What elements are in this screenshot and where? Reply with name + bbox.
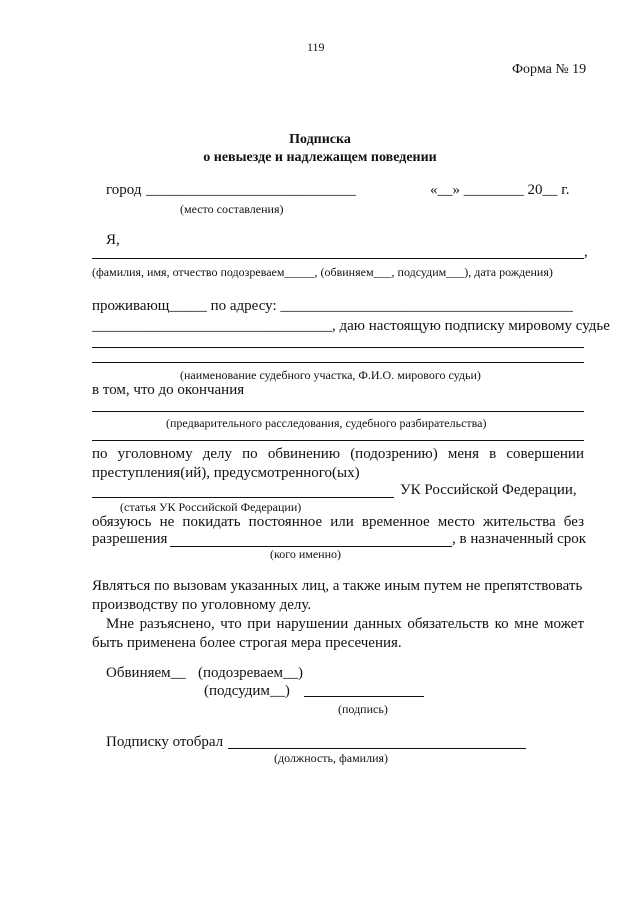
permission-label: разрешения xyxy=(92,531,168,547)
city-label: город xyxy=(106,182,142,198)
oblige-line: обязуюсь не покидать постоянное или временное место жительства без xyxy=(92,514,584,530)
case-line-2: преступления(ий), предусмотренного(ых) xyxy=(92,465,360,481)
position-hint: (должность, фамилия) xyxy=(274,751,389,765)
document-title: Подписка xyxy=(289,132,351,147)
accused-label: Обвиняем__ xyxy=(106,665,186,681)
obligation-line-3: Мне разъяснено, что при нарушении данных обязательств ко мне может xyxy=(106,616,584,632)
permission-tail: , в назначенный срок xyxy=(452,531,587,547)
case-line-1: по уголовному делу по обвинению (подозрению) меня в совершении xyxy=(92,446,584,462)
person-hint: (фамилия, имя, отчество подозреваем_____, (обвиняем___, подсудим___), дата рождения) xyxy=(92,265,553,279)
form-number: Форма № 19 xyxy=(512,62,587,77)
obligation-line-4: быть применена более строгая мера пресечения. xyxy=(92,635,402,651)
document-subtitle: о невыезде и надлежащем поведении xyxy=(203,150,437,165)
article-hint: (статья УК Российской Федерации) xyxy=(120,500,302,514)
until-line-2 xyxy=(92,440,584,441)
obligation-line-2: производству по уголовному делу. xyxy=(92,597,312,613)
subscription-line: ________________________________, даю настоящую подписку мировому судье xyxy=(92,318,610,334)
defendant-label: (подсудим__) xyxy=(204,683,290,699)
court-line-2 xyxy=(92,362,584,363)
article-tail: УК Российской Федерации, xyxy=(400,482,577,498)
signature-line xyxy=(304,696,424,697)
taken-by-label: Подписку отобрал xyxy=(106,734,224,750)
article-line xyxy=(92,497,394,498)
residing-line: проживающ_____ по адресу: _______________________________________ xyxy=(92,298,573,314)
city-field: ____________________________ xyxy=(146,182,356,198)
signature-hint: (подпись) xyxy=(338,702,388,716)
until-label: в том, что до окончания xyxy=(92,382,245,398)
until-line xyxy=(92,411,584,412)
taken-by-line xyxy=(228,748,526,749)
person-line-comma: , xyxy=(584,244,588,260)
court-hint: (наименование судебного участка, Ф.И.О. мирового судьи) xyxy=(180,368,481,382)
whom-hint: (кого именно) xyxy=(270,547,342,561)
obligation-line-1: Являться по вызовам указанных лиц, а также иным путем не препятствовать xyxy=(92,578,583,594)
person-line xyxy=(92,258,584,259)
until-hint: (предварительного расследования, судебного разбирательства) xyxy=(166,416,487,430)
place-hint: (место составления) xyxy=(180,202,284,216)
i-label: Я, xyxy=(106,232,120,248)
date-field: «__» ________ 20__ г. xyxy=(430,182,570,198)
suspect-label: (подозреваем__) xyxy=(198,665,303,681)
court-line-1 xyxy=(92,347,584,348)
page-number: 119 xyxy=(307,40,325,54)
